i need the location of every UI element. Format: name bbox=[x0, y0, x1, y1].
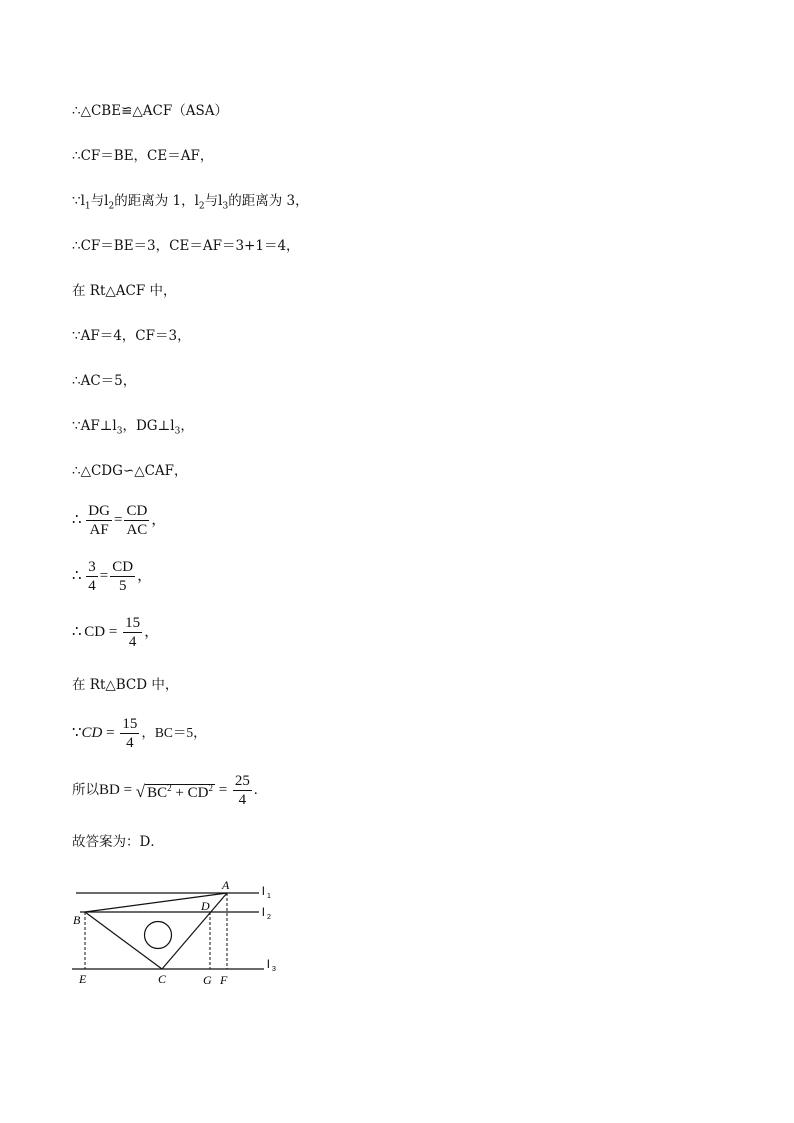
fraction-25-4 bbox=[233, 772, 252, 809]
comma: ， bbox=[151, 511, 167, 528]
step-text: ∴△CBE≌△ACF（ASA） bbox=[72, 103, 228, 119]
exponent: 2 bbox=[167, 783, 172, 793]
segment-ca bbox=[162, 893, 227, 969]
equals-sign: = bbox=[113, 511, 123, 528]
subscript: 3 bbox=[222, 201, 229, 212]
fraction-cd-ac bbox=[124, 502, 149, 539]
step-text: 在 Rt△ACF 中， bbox=[72, 283, 177, 299]
text-part: ， bbox=[180, 418, 194, 434]
numerator: 25 bbox=[234, 773, 250, 789]
period: . bbox=[253, 781, 258, 798]
step-text: ∴CF＝BE，CE＝AF， bbox=[72, 148, 214, 164]
fraction-cd-5 bbox=[110, 558, 135, 595]
lhs: CD = bbox=[84, 623, 118, 640]
exponent: 2 bbox=[208, 783, 213, 793]
subscript: 2 bbox=[108, 201, 115, 212]
numerator: CD bbox=[112, 559, 134, 575]
text-part: 的距离为 3， bbox=[228, 193, 309, 209]
text-part: 与l bbox=[204, 193, 223, 209]
lhs: CD bbox=[81, 724, 103, 741]
label-g: G bbox=[203, 973, 212, 987]
figure-svg bbox=[64, 874, 294, 992]
label-a: A bbox=[222, 878, 230, 892]
rest-text: ，BC＝5， bbox=[141, 724, 207, 740]
numerator: CD bbox=[126, 503, 148, 519]
therefore-sign: ∴ bbox=[72, 511, 81, 528]
subscript: 1 bbox=[84, 201, 91, 212]
denominator: 4 bbox=[120, 733, 139, 752]
lhs: BD = bbox=[99, 781, 133, 798]
numerator: 15 bbox=[125, 615, 141, 631]
step-values bbox=[72, 237, 300, 255]
step-perpendicular bbox=[72, 417, 194, 441]
step-text: ∴△CDG∽△CAF， bbox=[72, 463, 188, 479]
label-d: D bbox=[201, 899, 210, 913]
step-distances bbox=[72, 192, 309, 216]
step-ac bbox=[72, 372, 136, 390]
step-text: ∵AF＝4，CF＝3， bbox=[72, 328, 191, 344]
therefore-sign: ∴ bbox=[72, 623, 81, 640]
label-e: E bbox=[79, 972, 87, 986]
denominator: 5 bbox=[110, 576, 135, 595]
denominator: 4 bbox=[233, 790, 252, 809]
denominator: AC bbox=[126, 522, 148, 538]
square-root bbox=[136, 779, 215, 802]
text-part: ∵AF⊥l bbox=[72, 418, 117, 434]
denominator: AF bbox=[86, 520, 112, 539]
prefix-text: 所以 bbox=[72, 781, 99, 797]
fraction-3-4 bbox=[86, 558, 98, 595]
label-c: C bbox=[158, 972, 167, 986]
text-part: ，DG⊥l bbox=[122, 418, 175, 434]
fraction-15-4 bbox=[123, 614, 142, 651]
label-l3-sub: 3 bbox=[272, 966, 276, 973]
denominator: 4 bbox=[88, 578, 96, 594]
text-part: ∵l bbox=[72, 193, 85, 209]
label-b: B bbox=[73, 913, 81, 927]
subscript: 3 bbox=[116, 426, 123, 437]
subscript: 2 bbox=[198, 201, 205, 212]
numerator: 15 bbox=[122, 716, 138, 732]
step-given-af-cf bbox=[72, 327, 191, 345]
radicand bbox=[145, 784, 215, 801]
therefore-sign: ∴ bbox=[72, 567, 81, 584]
equals-sign: = bbox=[102, 724, 115, 741]
subscript: 3 bbox=[174, 426, 181, 437]
label-l2-sub: 2 bbox=[267, 914, 271, 921]
label-f: F bbox=[220, 973, 228, 987]
equation-cd-bc bbox=[72, 715, 207, 752]
comma: ， bbox=[144, 623, 160, 640]
numerator: 3 bbox=[88, 559, 96, 575]
step-similarity bbox=[72, 462, 188, 480]
step-in-triangle-acf bbox=[72, 282, 177, 300]
denominator: 4 bbox=[123, 632, 142, 651]
label-l1-sub: 1 bbox=[267, 893, 271, 900]
label-l3: l bbox=[267, 957, 270, 971]
term: BC bbox=[147, 785, 168, 801]
step-congruence bbox=[72, 102, 228, 120]
answer-line bbox=[72, 833, 164, 851]
comma: ， bbox=[137, 567, 153, 584]
step-text: ∴AC＝5， bbox=[72, 373, 137, 389]
equation-cd-value bbox=[72, 614, 159, 651]
label-l2: l bbox=[262, 905, 265, 919]
equals-sign: = bbox=[99, 567, 109, 584]
equation-ratio bbox=[72, 502, 166, 539]
fraction-15-4 bbox=[120, 715, 139, 752]
step-text: ∴CF＝BE＝3，CE＝AF＝3+1＝4， bbox=[72, 238, 300, 254]
because-sign: ∵ bbox=[72, 724, 82, 741]
segment-bc bbox=[85, 912, 162, 969]
answer-text: 故答案为：D． bbox=[72, 834, 164, 850]
step-text: 在 Rt△BCD 中， bbox=[72, 677, 179, 693]
numerator: DG bbox=[88, 503, 110, 519]
label-l1: l bbox=[262, 884, 265, 898]
text-part: 与l bbox=[90, 193, 109, 209]
step-in-triangle-bcd bbox=[72, 676, 178, 694]
radical-sign: √ bbox=[135, 782, 146, 801]
geometry-figure bbox=[64, 874, 294, 996]
fraction-dg-af bbox=[86, 502, 112, 539]
circle bbox=[145, 922, 172, 949]
term: + CD bbox=[171, 785, 209, 801]
equation-substitute bbox=[72, 558, 152, 595]
step-equal-sides bbox=[72, 147, 213, 165]
text-part: 的距离为 1，l bbox=[114, 193, 199, 209]
equation-bd-value bbox=[72, 772, 258, 809]
equals-sign: = bbox=[218, 781, 228, 798]
